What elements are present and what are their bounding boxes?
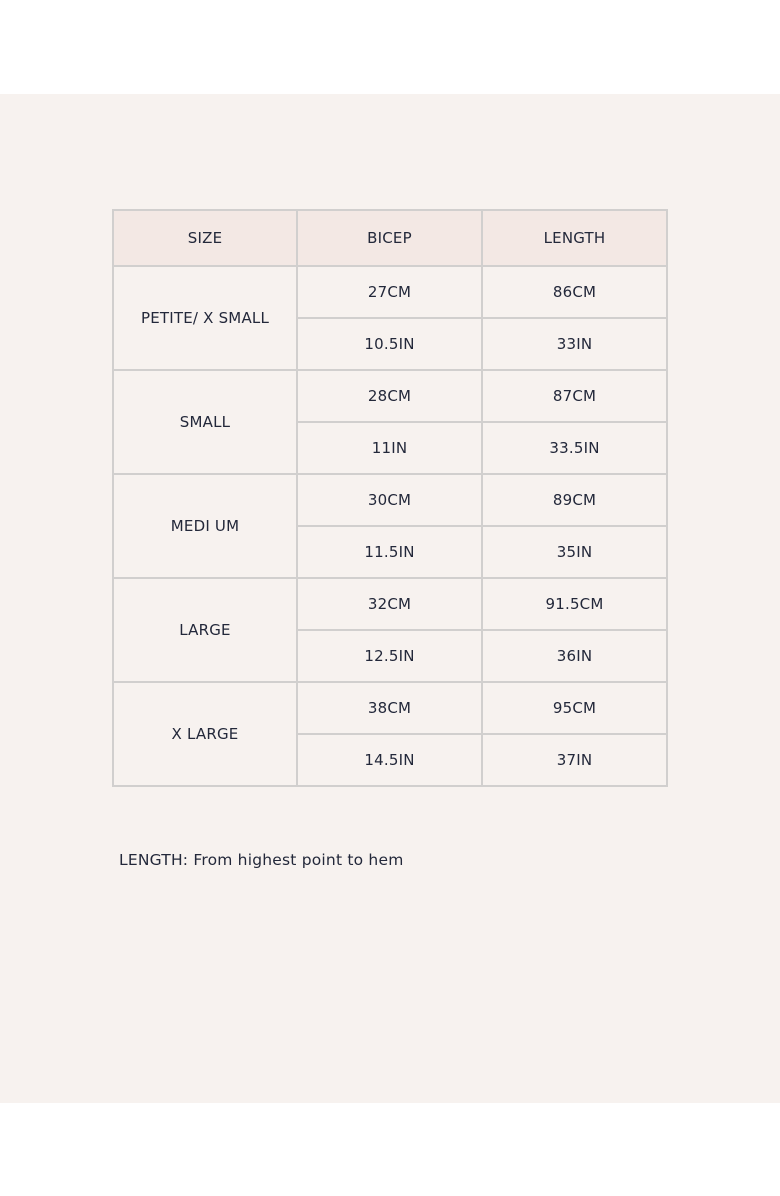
size-chart-panel bbox=[0, 94, 780, 1103]
table-row bbox=[113, 474, 667, 526]
bicep-cm-cell: 32CM bbox=[297, 578, 482, 630]
length-in-cell: 36IN bbox=[482, 630, 667, 682]
size-chart-table bbox=[112, 209, 668, 787]
length-cm-cell: 91.5CM bbox=[482, 578, 667, 630]
length-in-cell: 33IN bbox=[482, 318, 667, 370]
table-row bbox=[113, 370, 667, 422]
bicep-cm-cell: 28CM bbox=[297, 370, 482, 422]
header-length: LENGTH bbox=[482, 210, 667, 266]
header-size: SIZE bbox=[113, 210, 297, 266]
length-in-cell: 37IN bbox=[482, 734, 667, 786]
length-cm-cell: 95CM bbox=[482, 682, 667, 734]
size-cell: SMALL bbox=[113, 370, 297, 474]
bicep-in-cell: 10.5IN bbox=[297, 318, 482, 370]
length-cm-cell: 87CM bbox=[482, 370, 667, 422]
length-note: LENGTH: From highest point to hem bbox=[119, 851, 404, 869]
size-cell: LARGE bbox=[113, 578, 297, 682]
size-cell: MEDI UM bbox=[113, 474, 297, 578]
header-bicep: BICEP bbox=[297, 210, 482, 266]
table-row bbox=[113, 578, 667, 630]
bicep-cm-cell: 27CM bbox=[297, 266, 482, 318]
size-cell: PETITE/ X SMALL bbox=[113, 266, 297, 370]
bicep-in-cell: 12.5IN bbox=[297, 630, 482, 682]
bicep-in-cell: 14.5IN bbox=[297, 734, 482, 786]
bicep-cm-cell: 38CM bbox=[297, 682, 482, 734]
size-cell: X LARGE bbox=[113, 682, 297, 786]
length-in-cell: 33.5IN bbox=[482, 422, 667, 474]
bicep-in-cell: 11IN bbox=[297, 422, 482, 474]
length-cm-cell: 86CM bbox=[482, 266, 667, 318]
bicep-in-cell: 11.5IN bbox=[297, 526, 482, 578]
bicep-cm-cell: 30CM bbox=[297, 474, 482, 526]
length-cm-cell: 89CM bbox=[482, 474, 667, 526]
length-in-cell: 35IN bbox=[482, 526, 667, 578]
table-header-row bbox=[113, 210, 667, 266]
table-row bbox=[113, 682, 667, 734]
table-row bbox=[113, 266, 667, 318]
